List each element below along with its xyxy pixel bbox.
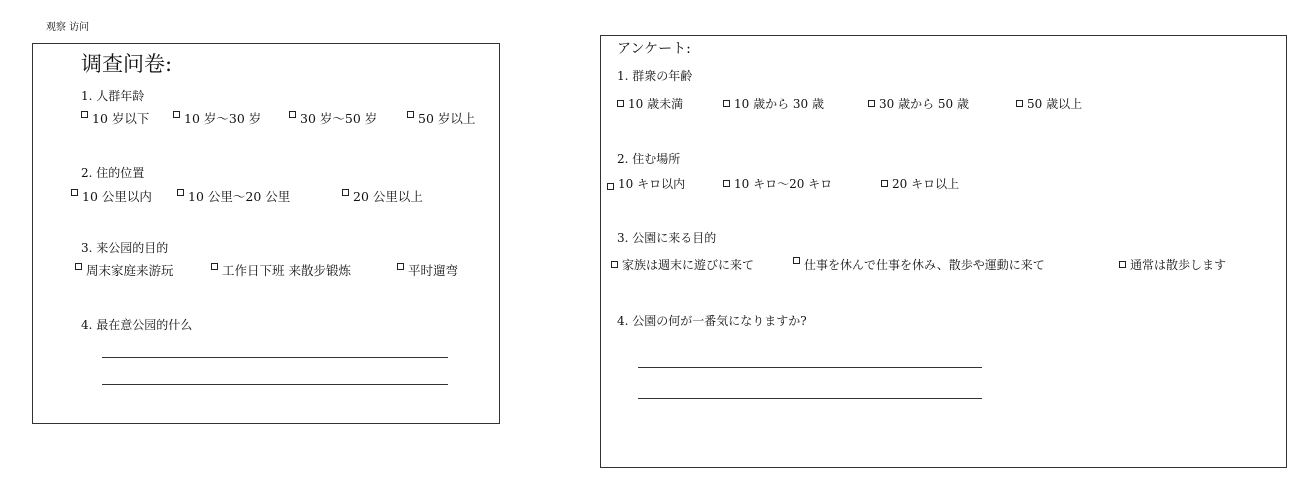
checkbox-icon[interactable] bbox=[81, 111, 88, 118]
question-label: 4. 公園の何が一番気になりますか? bbox=[617, 314, 807, 328]
option-label: 仕事を休んで仕事を休み、散歩や運動に来て bbox=[804, 258, 1045, 272]
checkbox-option[interactable] bbox=[723, 98, 824, 110]
option-label: 10 キロ～20 キロ bbox=[734, 177, 833, 191]
answer-line[interactable] bbox=[638, 398, 982, 399]
checkbox-icon[interactable] bbox=[211, 263, 218, 270]
checkbox-option[interactable] bbox=[1016, 98, 1082, 110]
option-label: 通常は散歩します bbox=[1130, 258, 1227, 272]
checkbox-option[interactable] bbox=[211, 265, 351, 278]
option-label: 10 公里～20 公里 bbox=[188, 189, 291, 204]
checkbox-icon[interactable] bbox=[407, 111, 414, 118]
checkbox-icon[interactable] bbox=[723, 100, 730, 107]
checkbox-option[interactable] bbox=[723, 178, 832, 190]
answer-line[interactable] bbox=[102, 384, 448, 385]
checkbox-icon[interactable] bbox=[793, 257, 800, 264]
option-label: 平时遛弯 bbox=[408, 263, 459, 278]
checkbox-option[interactable] bbox=[289, 113, 377, 126]
checkbox-option[interactable] bbox=[1119, 259, 1226, 271]
checkbox-icon[interactable] bbox=[177, 189, 184, 196]
checkbox-icon[interactable] bbox=[173, 111, 180, 118]
checkbox-icon[interactable] bbox=[1119, 261, 1126, 268]
question-label: 2. 住む場所 bbox=[617, 152, 681, 166]
option-label: 10 キロ以内 bbox=[618, 177, 686, 191]
checkbox-option[interactable] bbox=[75, 265, 174, 278]
questionnaire-jp bbox=[600, 35, 1287, 468]
question-label: 3. 公園に来る目的 bbox=[617, 231, 717, 245]
checkbox-option[interactable] bbox=[81, 113, 149, 126]
answer-line[interactable] bbox=[102, 357, 448, 358]
checkbox-icon[interactable] bbox=[617, 100, 624, 107]
checkbox-option[interactable] bbox=[407, 113, 475, 126]
option-label: 10 歳未満 bbox=[628, 97, 684, 111]
checkbox-option[interactable] bbox=[868, 98, 969, 110]
checkbox-icon[interactable] bbox=[607, 183, 614, 190]
checkbox-option[interactable] bbox=[71, 191, 152, 204]
checkbox-option[interactable] bbox=[617, 98, 683, 110]
checkbox-icon[interactable] bbox=[1016, 100, 1023, 107]
checkbox-option[interactable] bbox=[173, 113, 261, 126]
checkbox-icon[interactable] bbox=[397, 263, 404, 270]
option-label: 30 歳から 50 歳 bbox=[879, 97, 969, 111]
option-label: 工作日下班 来散步锻炼 bbox=[222, 263, 351, 278]
option-label: 10 歳から 30 歳 bbox=[734, 97, 824, 111]
question-label: 2. 住的位置 bbox=[81, 166, 145, 180]
checkbox-option[interactable] bbox=[793, 259, 1045, 271]
checkbox-icon[interactable] bbox=[611, 261, 618, 268]
option-label: 10 岁以下 bbox=[92, 111, 150, 126]
option-label: 20 キロ以上 bbox=[892, 177, 960, 191]
option-label: 10 岁～30 岁 bbox=[184, 111, 262, 126]
question-label: 3. 来公园的目的 bbox=[81, 241, 169, 255]
checkbox-option[interactable] bbox=[397, 265, 458, 278]
questionnaire-title: 调查问卷: bbox=[81, 52, 173, 76]
checkbox-icon[interactable] bbox=[289, 111, 296, 118]
option-label: 50 岁以上 bbox=[418, 111, 476, 126]
checkbox-option[interactable] bbox=[607, 178, 685, 190]
checkbox-icon[interactable] bbox=[723, 180, 730, 187]
checkbox-option[interactable] bbox=[611, 259, 754, 271]
checkbox-icon[interactable] bbox=[75, 263, 82, 270]
checkbox-option[interactable] bbox=[177, 191, 290, 204]
checkbox-option[interactable] bbox=[881, 178, 959, 190]
question-label: 1. 群衆の年齢 bbox=[617, 69, 693, 83]
option-label: 10 公里以内 bbox=[82, 189, 152, 204]
option-label: 家族は週末に遊びに来て bbox=[622, 258, 755, 272]
questionnaire-cn bbox=[32, 43, 500, 424]
checkbox-icon[interactable] bbox=[868, 100, 875, 107]
answer-line[interactable] bbox=[638, 367, 982, 368]
option-label: 50 歳以上 bbox=[1027, 97, 1083, 111]
option-label: 周末家庭来游玩 bbox=[86, 263, 174, 278]
checkbox-option[interactable] bbox=[342, 191, 423, 204]
question-label: 1. 人群年龄 bbox=[81, 89, 145, 103]
checkbox-icon[interactable] bbox=[71, 189, 78, 196]
questionnaire-title: アンケート: bbox=[617, 41, 691, 57]
checkbox-icon[interactable] bbox=[342, 189, 349, 196]
checkbox-icon[interactable] bbox=[881, 180, 888, 187]
caption-label: 观察 访问 bbox=[46, 22, 90, 33]
option-label: 30 岁～50 岁 bbox=[300, 111, 378, 126]
option-label: 20 公里以上 bbox=[353, 189, 423, 204]
question-label: 4. 最在意公园的什么 bbox=[81, 318, 193, 332]
